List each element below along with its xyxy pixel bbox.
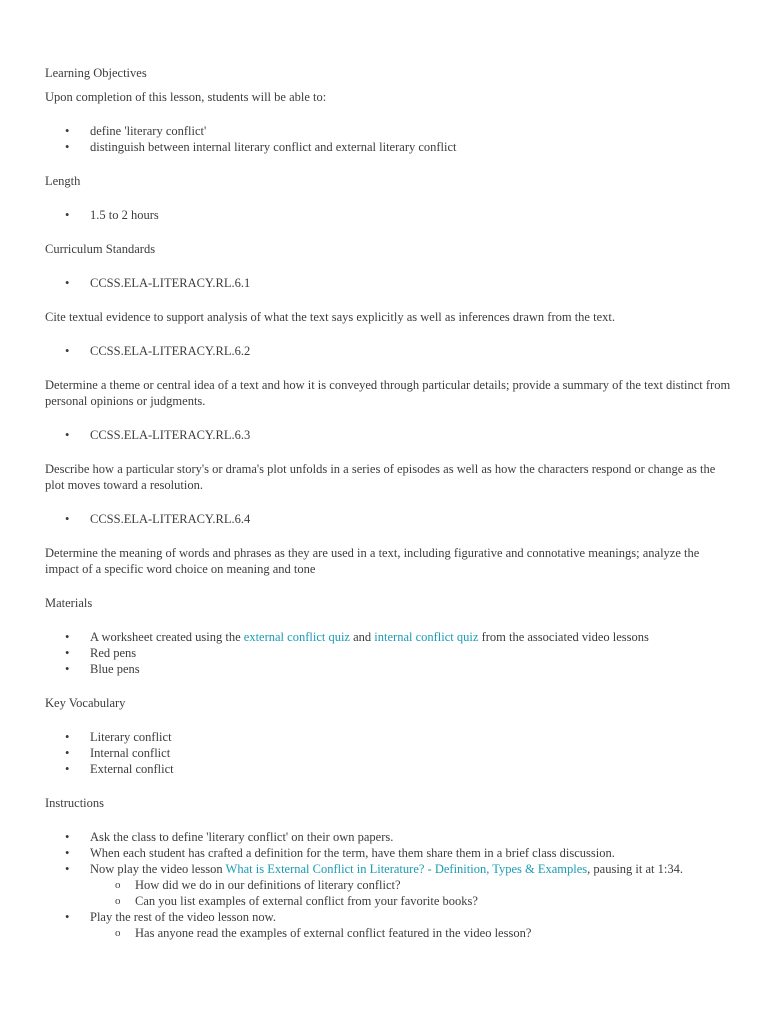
instructions-heading: Instructions — [45, 796, 105, 810]
length-list — [45, 207, 735, 223]
external-conflict-video-link[interactable]: What is External Conflict in Literature? - Definition, Types & Examples — [225, 862, 588, 876]
discussion-question: o How did we do in our definitions of literary conflict? — [90, 877, 735, 893]
instruction-text-suffix: , pausing it at 1:34. — [587, 862, 683, 876]
list-item: • Internal conflict — [45, 745, 735, 761]
list-item: • define 'literary conflict' — [45, 123, 735, 139]
internal-conflict-quiz-link[interactable]: internal conflict quiz — [374, 630, 479, 644]
list-item: • Blue pens — [45, 661, 735, 677]
instructions-list — [45, 829, 735, 941]
standard-description: Cite textual evidence to support analysis of what the text says explicitly as well as inferences drawn from the text. — [45, 310, 615, 324]
discussion-questions — [90, 877, 735, 909]
standard-code-list — [45, 427, 735, 443]
worksheet-text-prefix: A worksheet created using the — [90, 630, 244, 644]
length-heading: Length — [45, 174, 81, 188]
materials-heading: Materials — [45, 596, 93, 610]
list-item: • 1.5 to 2 hours — [45, 207, 735, 223]
standard-code: • CCSS.ELA-LITERACY.RL.6.2 — [45, 343, 735, 359]
standard-description: Describe how a particular story's or drama's plot unfolds in a series of episodes as well as how the characters respond or change as the plot moves toward a resolution. — [45, 462, 716, 492]
standard-code-list — [45, 275, 735, 291]
standard-code: • CCSS.ELA-LITERACY.RL.6.3 — [45, 427, 735, 443]
key-vocabulary-heading: Key Vocabulary — [45, 696, 126, 710]
instruction-text: Play the rest of the video lesson now. — [90, 910, 276, 924]
curriculum-standards-heading: Curriculum Standards — [45, 242, 156, 256]
instruction-step — [45, 909, 735, 941]
instruction-text-prefix: Now play the video lesson — [90, 862, 226, 876]
list-item: • External conflict — [45, 761, 735, 777]
external-conflict-quiz-link[interactable]: external conflict quiz — [243, 630, 350, 644]
list-item: • Literary conflict — [45, 729, 735, 745]
standard-code-list — [45, 511, 735, 527]
instruction-step — [45, 861, 735, 909]
worksheet-text-middle: and — [349, 630, 375, 644]
instruction-step: • Ask the class to define 'literary conflict' on their own papers. — [45, 829, 735, 845]
standard-code-list — [45, 343, 735, 359]
worksheet-text-suffix: from the associated video lessons — [478, 630, 649, 644]
discussion-question: o Has anyone read the examples of external conflict featured in the video lesson? — [90, 925, 735, 941]
vocabulary-list — [45, 729, 735, 777]
materials-list — [45, 629, 735, 677]
learning-objectives-intro: Upon completion of this lesson, students will be able to: — [45, 90, 327, 104]
standard-code: • CCSS.ELA-LITERACY.RL.6.4 — [45, 511, 735, 527]
document-page — [45, 65, 735, 959]
discussion-questions — [90, 925, 735, 941]
list-item: • distinguish between internal literary conflict and external literary conflict — [45, 139, 735, 155]
standard-code: • CCSS.ELA-LITERACY.RL.6.1 — [45, 275, 735, 291]
list-item: • Red pens — [45, 645, 735, 661]
discussion-question: o Can you list examples of external conflict from your favorite books? — [90, 893, 735, 909]
learning-objectives-list — [45, 123, 735, 155]
instruction-step: • When each student has crafted a definition for the term, have them share them in a brief class discussion. — [45, 845, 735, 861]
learning-objectives-heading: Learning Objectives — [45, 66, 147, 80]
standard-description: Determine a theme or central idea of a text and how it is conveyed through particular details; provide a summary of the text distinct from personal opinions or judgments. — [45, 378, 731, 408]
standard-description: Determine the meaning of words and phrases as they are used in a text, including figurative and connotative meanings; analyze the impact of a specific word choice on meaning and tone — [45, 546, 700, 576]
list-item — [45, 629, 735, 645]
